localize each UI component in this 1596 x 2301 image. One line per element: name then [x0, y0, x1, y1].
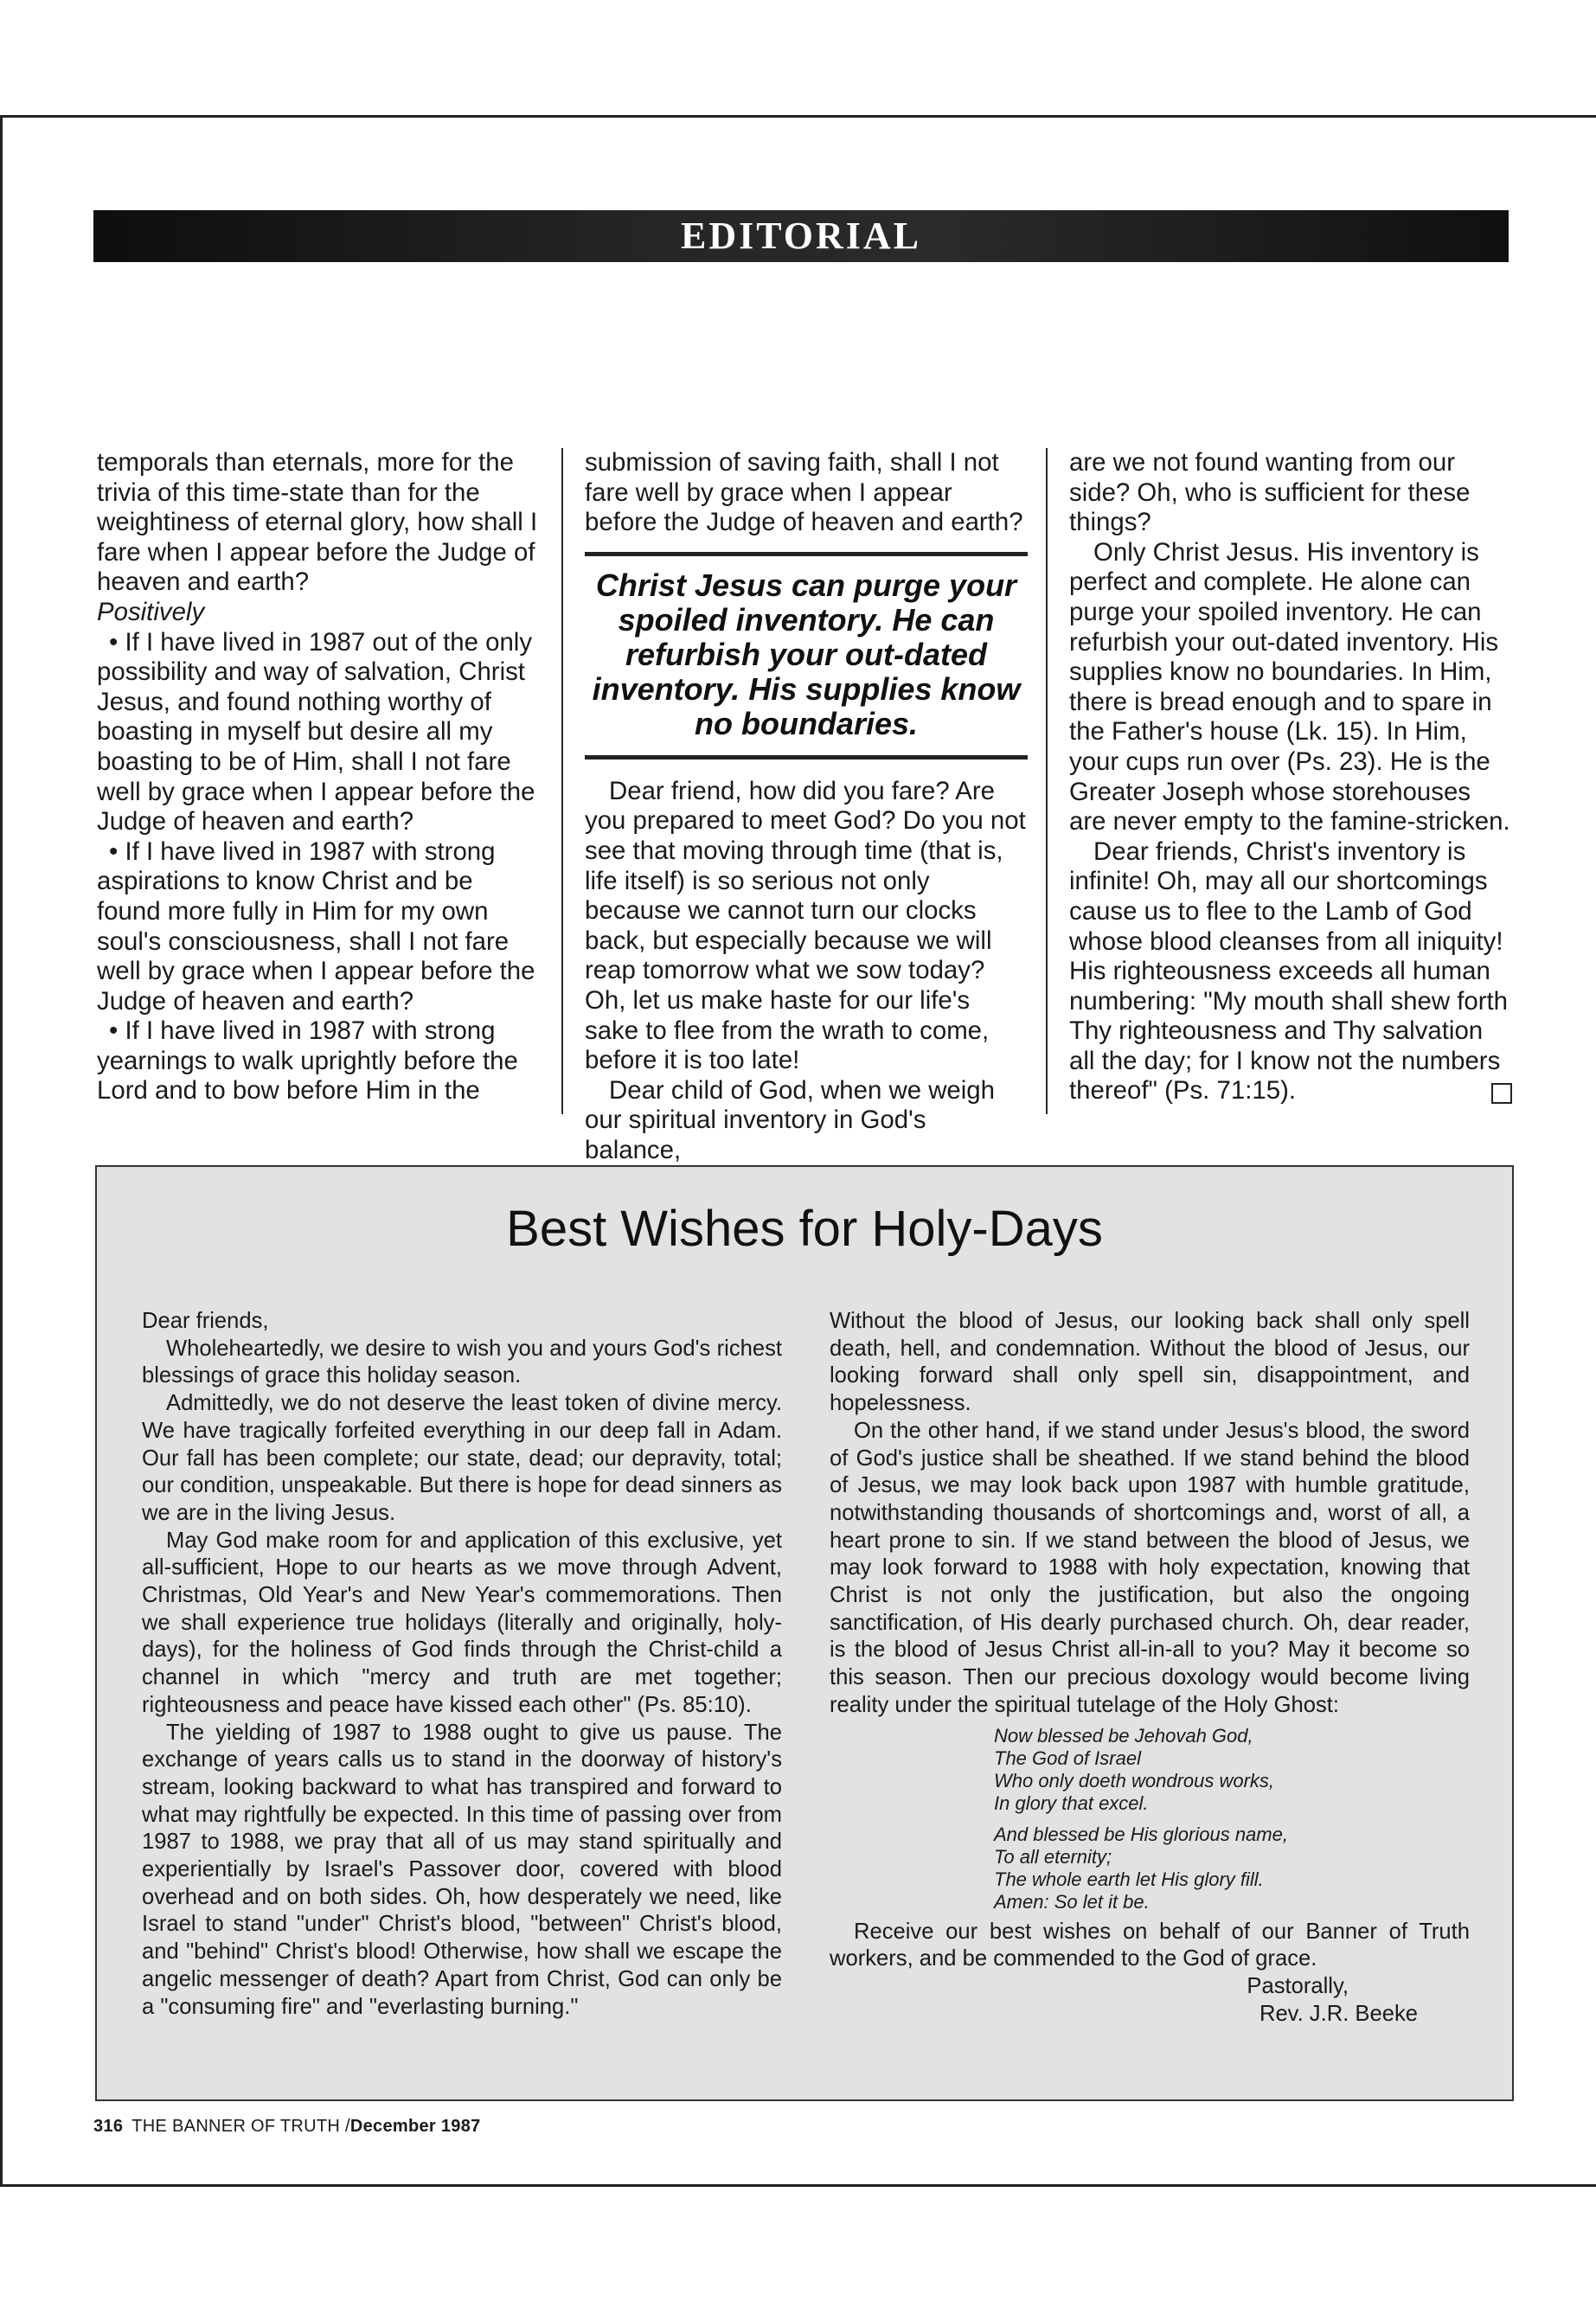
wishes-paragraph-1: Wholeheartedly, we desire to wish you and yours God's richest blessings of grace this holiday season.	[142, 1336, 782, 1388]
editorial-column-3	[1069, 448, 1512, 1114]
col3-paragraph-1: are we not found wanting from our side? Oh, who is sufficient for these things?	[1069, 448, 1471, 537]
poem-line: The God of Israel	[994, 1747, 1141, 1769]
col3-paragraph-3	[1069, 837, 1512, 1106]
column-divider-1	[561, 448, 563, 1114]
poem-line: And blessed be His glorious name,	[994, 1823, 1288, 1845]
wishes-closing: Pastorally,	[1247, 1973, 1349, 1998]
poem-line: Who only doeth wondrous works,	[994, 1769, 1275, 1791]
wishes-paragraph-6: On the other hand, if we stand under Jesus's blood, the sword of God's justice shall be sheathed. If we stand behind the blood of Jesus, we may look back upon 1987 with humble gratitude, notwithstanding thousands of shortcomings and, worst of all, a heart prone to sin. If we stand between the blood of Jesus, we may look forward to 1988 with holy expectation, knowing that Christ is not only the justification, but also the ongoing sanctification, of His dearly purchased church. Oh, dear reader, is the blood of Jesus Christ all-in-all to you? May it become so this season. Then our precious doxology would become living reality under the spiritual tutelage of the Holy Ghost:	[830, 1418, 1470, 1717]
page-number: 316	[93, 2117, 124, 2136]
wishes-title: Best Wishes for Holy-Days	[506, 1201, 1103, 1257]
page-border-top	[0, 115, 1596, 118]
col2-paragraph-1: submission of saving faith, shall I not fare well by grace when I appear before the Judge of heaven and earth?	[585, 448, 1023, 537]
col1-paragraph-1: temporals than eternals, more for the trivia of this time-state than for the weightiness of eternal glory, how shall I fare when I appear before the Judge of heaven and earth?	[97, 448, 538, 597]
poem-line: Now blessed be Jehovah God,	[994, 1724, 1253, 1747]
col1-bullet-3: • If I have lived in 1987 with strong yearnings to walk uprightly before the Lord and to bow before Him in the	[97, 1016, 518, 1106]
col1-subhead-positively: Positively	[97, 597, 205, 626]
wishes-column-1	[142, 1308, 782, 2021]
col2-paragraph-2: Dear friend, how did you fare? Are you prepared to meet God? Do you not see that moving through time (that is, life itself) is so serious not only because we cannot turn our clocks back, but especially because we will reap tomorrow what we sow today? Oh, let us make haste for our life's sake to flee from the wrath to come, before it is too late!	[585, 776, 1026, 1075]
poem-line: To all eternity;	[994, 1845, 1112, 1868]
col3-paragraph-3-text: Dear friends, Christ's inventory is infinite! Oh, may all our shortcomings cause us to flee to the Lamb of God whose blood cleanses from all iniquity! His righteousness exceeds all human numbering: "My mouth shall shew forth Thy righteousness and Thy salvation all the day; for I know not the numbers thereof" (Ps. 71:15).	[1069, 836, 1509, 1106]
poem-line: The whole earth let His glory fill.	[994, 1868, 1264, 1890]
col3-paragraph-2: Only Christ Jesus. His inventory is perfect and complete. He alone can purge your spoiled inventory. He can refurbish your out-dated inventory. His supplies know no boundaries. In Him, there is bread enough and to spare in the Father's house (Lk. 15). In Him, your cups run over (Ps. 23). He is the Greater Joseph whose storehouses are never empty to the famine-stricken.	[1069, 537, 1510, 836]
wishes-paragraph-5: Without the blood of Jesus, our looking back shall only spell death, hell, and condemnation. Without the blood of Jesus, our looking forward shall only spell sin, disappointment, and hopelessness.	[830, 1309, 1470, 1416]
editorial-column-2	[585, 448, 1028, 1164]
page-footer	[93, 2116, 481, 2137]
end-mark-icon	[1491, 1083, 1512, 1104]
doxology-poem	[994, 1725, 1470, 1913]
poem-line: Amen: So let it be.	[994, 1890, 1150, 1913]
wishes-signature: Rev. J.R. Beeke	[1259, 2001, 1418, 2026]
wishes-column-2	[830, 1308, 1470, 2028]
publication-name: THE BANNER OF TRUTH /	[131, 2117, 350, 2136]
col1-bullet-2: • If I have lived in 1987 with strong aspirations to know Christ and be found more fully in Him for my own soul's consciousness, shall I not fare well by grace when I appear before the Judge of heaven and earth?	[97, 836, 535, 1016]
page-border-left	[0, 115, 3, 2187]
stanza-gap	[994, 1815, 1470, 1823]
issue-date: December 1987	[349, 2117, 481, 2136]
col1-bullet-1: • If I have lived in 1987 out of the only possibility and way of salvation, Christ Jesus, and found nothing worthy of boasting in myself but desire all my boasting to be of Him, shall I not fare well by grace when I appear before the Judge of heaven and earth?	[97, 627, 535, 836]
page-border-bottom	[0, 2184, 1596, 2187]
wishes-paragraph-2: Admittedly, we do not deserve the least token of divine mercy. We have tragically forfeited everything in our deep fall in Adam. Our fall has been complete; our state, dead; our depravity, total; our condition, unspeakable. But there is hope for dead sinners as we are in the living Jesus.	[142, 1391, 782, 1525]
editorial-banner: EDITORIAL	[93, 210, 1509, 262]
wishes-salutation: Dear friends,	[142, 1309, 269, 1333]
editorial-column-1	[97, 448, 542, 1114]
wishes-paragraph-4: The yielding of 1987 to 1988 ought to give us pause. The exchange of years calls us to stand in the doorway of history's stream, looking backward to what has transpired and forward to what may rightfully be expected. In this time of passing over from 1987 to 1988, we pray that all of us may stand spiritually and experientially by Israel's Passover door, covered with blood overhead and on both sides. Oh, how desperately we need, like Israel to stand "under" Christ's blood, "between" Christ's blood, and "behind" Christ's blood! Otherwise, how shall we escape the angelic messenger of death? Apart from Christ, God can only be a "consuming fire" and "everlasting burning."	[142, 1720, 782, 2019]
holiday-wishes-box	[95, 1165, 1514, 2101]
wishes-paragraph-3: May God make room for and application of this exclusive, yet all-sufficient, Hope to our hearts as we move through Advent, Christmas, Old Year's and New Year's commemorations. Then we shall experience true holidays (literally and originally, holy-days), for the holiness of God finds through the Christ-child a channel in which "mercy and truth are met together; righteousness and peace have kissed each other" (Ps. 85:10).	[142, 1528, 782, 1717]
col2-paragraph-3: Dear child of God, when we weigh our spiritual inventory in God's balance,	[585, 1075, 995, 1164]
column-divider-2	[1046, 448, 1048, 1114]
poem-line: In glory that excel.	[994, 1791, 1149, 1814]
pull-quote: Christ Jesus can purge your spoiled inventory. He can refurbish your out-dated inventory. His supplies know no boundaries.	[585, 552, 1028, 760]
wishes-paragraph-7: Receive our best wishes on behalf of our Banner of Truth workers, and be commended to the God of grace.	[830, 1919, 1470, 1971]
